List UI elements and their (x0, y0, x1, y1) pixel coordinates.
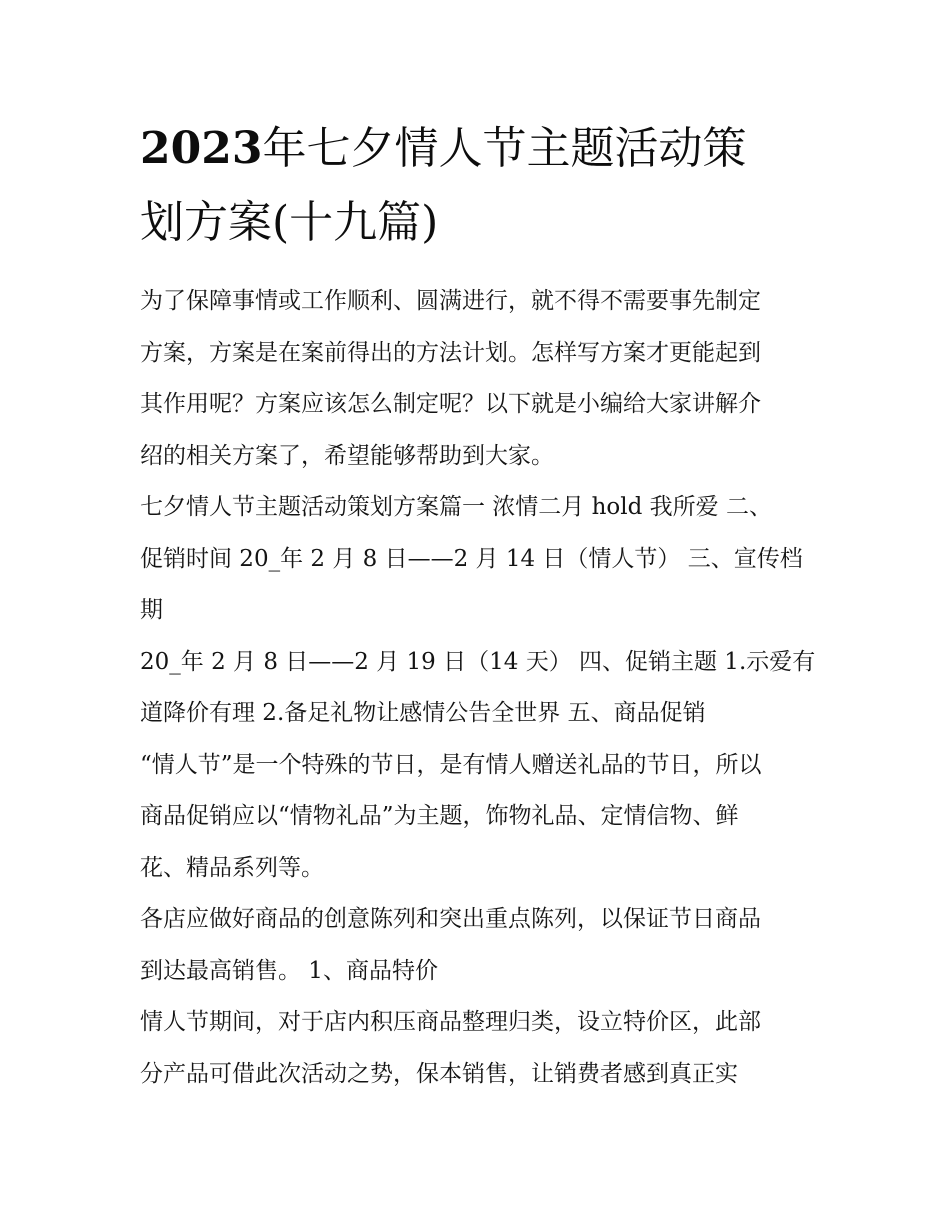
text-line: 各店应做好商品的创意陈列和突出重点陈列，以保证节日商品 (140, 906, 761, 932)
paragraph-plan-one (140, 482, 820, 637)
title-year: 2023 (140, 123, 263, 174)
paragraph-valentines (140, 740, 820, 895)
title-line: 划方案(十九篇) (140, 197, 439, 248)
document-body (140, 276, 820, 1100)
text-line: 七夕情人节主题活动策划方案篇一 浓情二月 hold 我所爱 二、 (140, 494, 772, 520)
paragraph-display (140, 894, 820, 997)
text-line: 花、精品系列等。 (140, 854, 324, 881)
text-line: 促销时间 20_年 2 月 8 日——2 月 14 日（情人节） 三、宣传档 (140, 545, 803, 572)
paragraph-intro (140, 276, 820, 482)
text-line: 方案，方案是在案前得出的方法计划。怎样写方案才更能起到 (140, 339, 761, 366)
paragraph-promotion-theme (140, 637, 820, 740)
text-line: 期 (140, 597, 163, 623)
text-line: 20_年 2 月 8 日——2 月 19 日（14 天） 四、促销主题 1.示爱有 (140, 648, 816, 675)
text-line: 到达最高销售。 1、商品特价 (140, 957, 438, 984)
text-line: 情人节期间，对于店内积压商品整理归类，设立特价区，此部 (140, 1009, 761, 1035)
text-line: 商品促销应以“情物礼品”为主题，饰物礼品、定情信物、鲜 (140, 803, 739, 829)
document-title (140, 112, 820, 260)
text-line: 其作用呢？方案应该怎么制定呢？以下就是小编给大家讲解介 (140, 391, 761, 417)
paragraph-special-price (140, 997, 820, 1100)
text-line: 绍的相关方案了，希望能够帮助到大家。 (140, 442, 554, 469)
text-line: 分产品可借此次活动之势，保本销售，让销费者感到真正实 (140, 1060, 738, 1087)
text-line: 道降价有理 2.备足礼物让感情公告全世界 五、商品促销 (140, 700, 706, 726)
title-line: 2023年七夕情人节主题活动策 (140, 123, 747, 174)
text-line: “情人节”是一个特殊的节日，是有情人赠送礼品的节日，所以 (140, 751, 762, 778)
text-line: 为了保障事情或工作顺利、圆满进行，就不得不需要事先制定 (140, 288, 761, 314)
